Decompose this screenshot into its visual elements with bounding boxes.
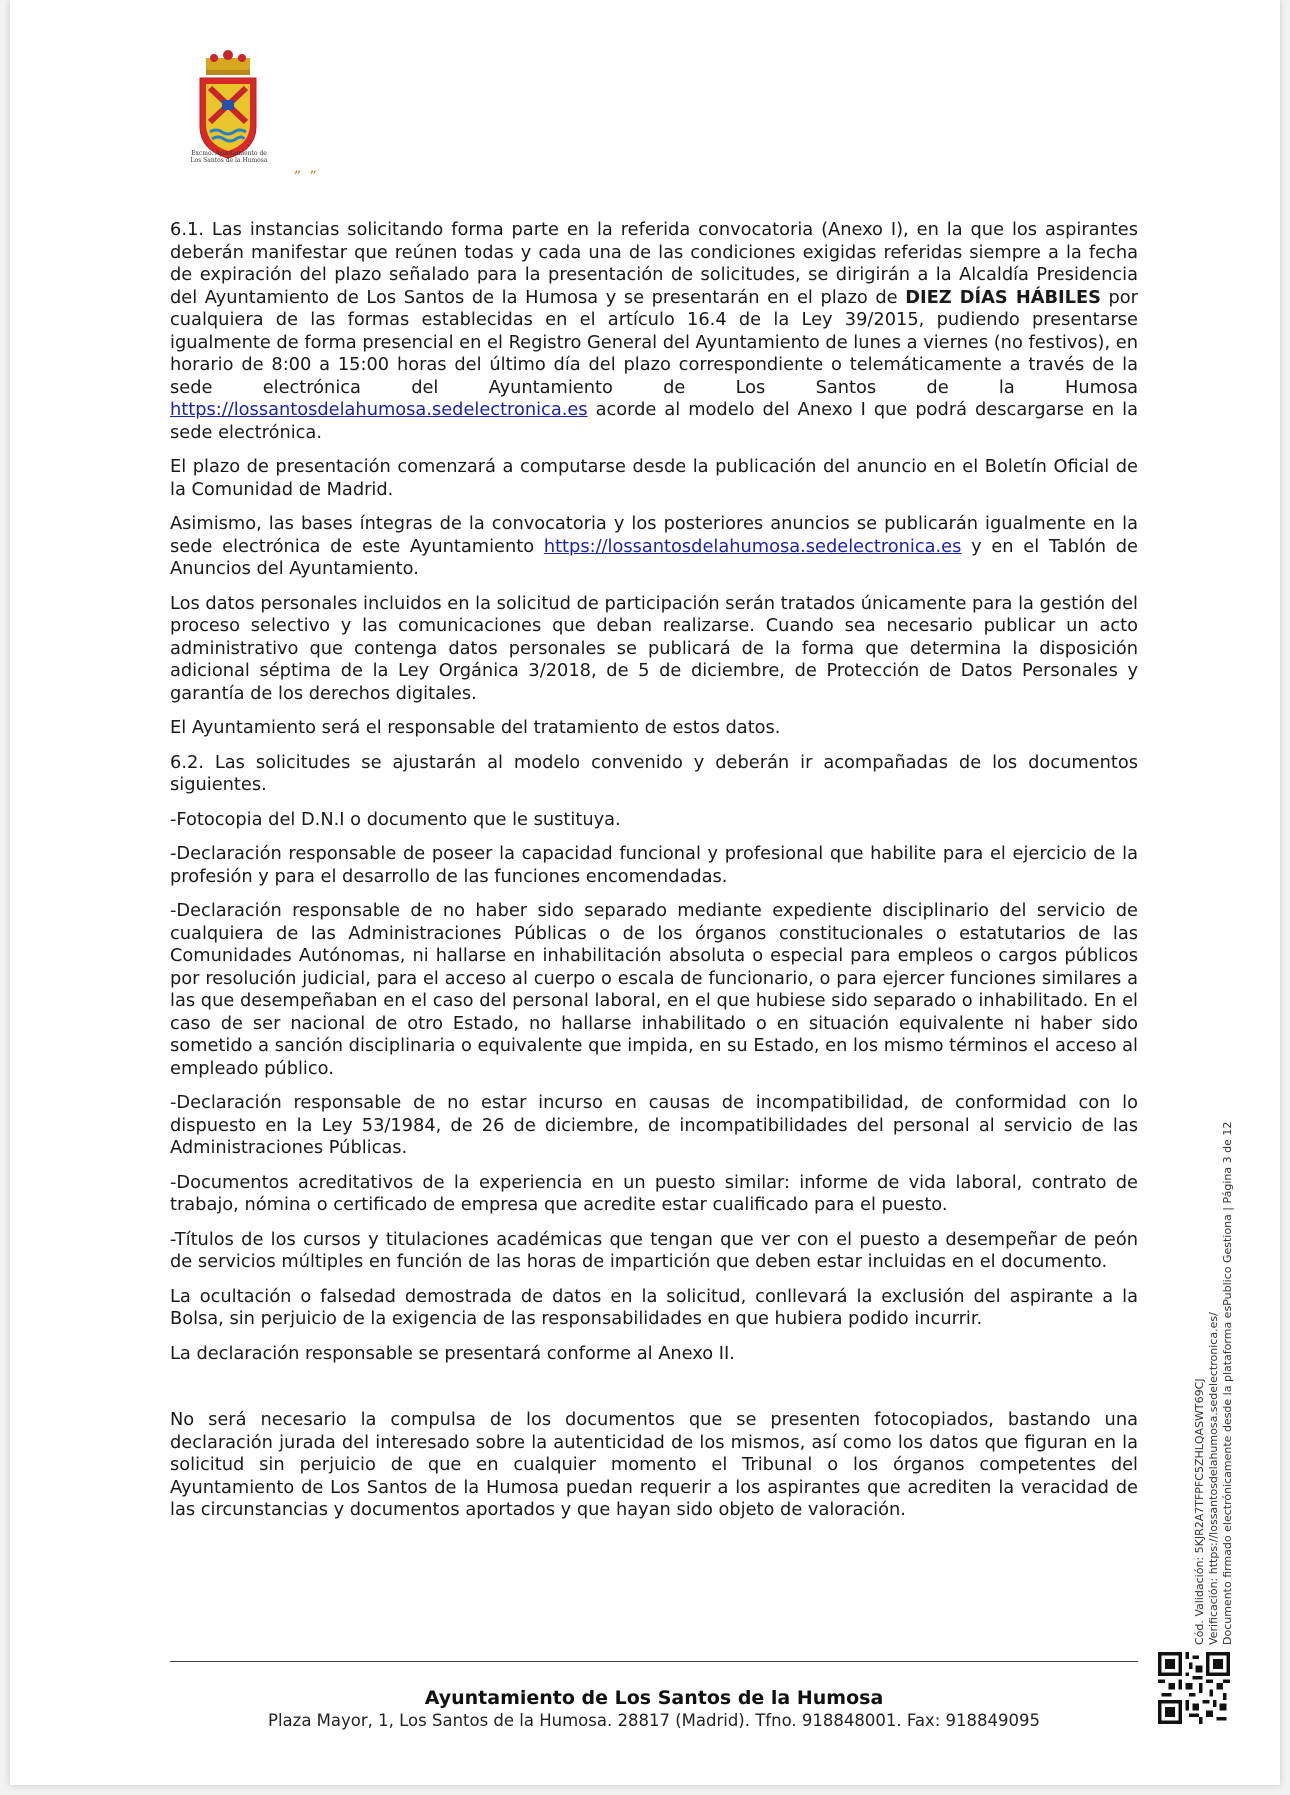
paragraph-6-2: 6.2. Las solicitudes se ajustarán al modelo convenido y deberán ir acompañadas de los documentos siguientes.: [170, 751, 1138, 795]
crest-caption-line2: Los Santos de la Humosa: [190, 157, 268, 164]
sede-electronica-link[interactable]: https://lossantosdelahumosa.sedelectronica.es: [170, 399, 588, 420]
paragraph-responsable: El Ayuntamiento será el responsable del tratamiento de estos datos.: [170, 717, 781, 738]
list-item-capacidad: -Declaración responsable de poseer la capacidad funcional y profesional que habilite para el ejercicio de la profesión y para el desarrollo de las funciones encomendadas.: [170, 843, 1138, 887]
list-item-experiencia: -Documentos acreditativos de la experiencia en un puesto similar: informe de vida laboral, contrato de trabajo, nómina o certificado de empresa que acredite estar cualificado para el puesto.: [170, 1171, 1138, 1215]
validation-side-note: [1193, 1095, 1235, 1645]
sede-electronica-link-2[interactable]: https://lossantosdelahumosa.sedelectronica.es: [543, 535, 962, 557]
paragraph-datos-personales: Los datos personales incluidos en la solicitud de participación serán tratados únicamente para la gestión del proceso selectivo y las comunicaciones que deban realizarse. Cuando sea necesario publicar un acto administrativo que contenga datos personales se publicará de la forma que determina la disposición adicional séptima de la Ley Orgánica 3/2018, de 5 de diciembre, de Protección de Datos Personales y garantía de los derechos digitales.: [170, 592, 1138, 704]
paragraph-falsedad: La ocultación o falsedad demostrada de datos en la solicitud, conllevará la exclusión del aspirante a la Bolsa, sin perjuicio de la exigencia de las responsabilidades en que hubiera podido incurrir.: [170, 1285, 1138, 1329]
paragraph-anexo-ii: La declaración responsable se presentará conforme al Anexo II.: [170, 1342, 735, 1364]
validation-code: Cód. Validación: 5KJR2A7TFPFC5ZHLQASWT69CJ: [1193, 1378, 1206, 1645]
paragraph-6-1-text-c: acorde al modelo del Anexo I que podrá descargarse en la sede electrónica.: [170, 399, 1138, 443]
list-item-titulos: -Títulos de los cursos y titulaciones académicas que tengan que ver con el puesto a desempeñar de peón de servicios múltiples en función de las horas de impartición que deben estar incluidas en el documento.: [170, 1228, 1138, 1272]
qr-code-icon: [1158, 1652, 1230, 1724]
crest-caption: [186, 150, 272, 164]
footer-address: Plaza Mayor, 1, Los Santos de la Humosa. 28817 (Madrid). Tfno. 918848001. Fax: 918849095: [268, 1711, 1040, 1730]
paragraph-bases-text-b: y en el Tablón de Anuncios del Ayuntamiento.: [170, 535, 1138, 579]
crest-caption-line1: Excmo. Ayuntamiento de: [191, 150, 267, 157]
verification-url: Verificación: https://lossantosdelahumosa.sedelectronica.es/: [1207, 1312, 1220, 1645]
paragraph-bases-text-a: Asimismo, las bases íntegras de la convocatoria y los posteriores anuncios se publicarán igualmente en la sede electrónica de este Ayuntamiento: [170, 513, 1138, 557]
document-page: [10, 0, 1280, 1785]
footer-title: Ayuntamiento de Los Santos de la Humosa: [424, 1687, 884, 1709]
list-item-no-separado: -Declaración responsable de no haber sido separado mediante expediente disciplinario del servicio de cualquiera de las Administraciones Públicas o de los órganos constitucionales o estatutarios de las Comunidades Autónomas, ni hallarse en inhabilitación absoluta o especial para empleos o cargos públicos por resolución judicial, para el acceso al cuerpo o escala de funcionario, o para ejercer funciones similares a las que desempeñaban en el caso del personal laboral, en el que hubiese sido separado o inhabilitado. En el caso de ser nacional de otro Estado, no hallarse inhabilitado o en situación equivalente ni haber sido sometido a sanción disciplinaria o equivalente que impida, en su Estado, en los mismo términos el acceso al empleado público.: [170, 900, 1138, 1079]
paragraph-6-1: [170, 219, 1138, 444]
paragraph-6-1-text-a: 6.1. Las instancias solicitando forma parte en la referida convocatoria (Anexo I), en la que los aspirantes deberán manifestar que reúnen todas y cada una de las condiciones exigidas referidas siempre a la fecha de expiración del plazo señalado para la presentación de solicitudes, se dirigirán a la Alcaldía Presidencia del Ayuntamiento de Los Santos de la Humosa y se presentarán en el plazo de: [170, 219, 1138, 308]
document-body: [170, 219, 1138, 1534]
deadline-emphasis: DIEZ DÍAS HÁBILES: [905, 286, 1101, 308]
paragraph-bases: [170, 513, 1138, 581]
footer-divider: [170, 1661, 1138, 1662]
header-ornament: „ „: [294, 160, 319, 176]
list-item-incompatibilidad: -Declaración responsable de no estar incurso en causas de incompatibilidad, de conformidad con lo dispuesto en la Ley 53/1984, de 26 de diciembre, de incompatibilidades del personal al servicio de las Administraciones Públicas.: [170, 1092, 1138, 1158]
paragraph-plazo: El plazo de presentación comenzará a computarse desde la publicación del anuncio en el Boletín Oficial de la Comunidad de Madrid.: [170, 456, 1138, 500]
paragraph-6-1-text-b: por cualquiera de las formas establecidas en el artículo 16.4 de la Ley 39/2015, pudiendo presentarse igualmente de forma presencial en el Registro General del Ayuntamiento de lunes a viernes (no festivos), en horario de 8:00 a 15:00 horas del último día del plazo correspondiente o telemáticamente a través de la sede electrónica del Ayuntamiento de Los Santos de la Humosa: [170, 286, 1138, 398]
signature-note: Documento firmado electrónicamente desde la plataforma esPublico Gestiona | Página 3 de 12: [1221, 1121, 1234, 1645]
list-item-dni: -Fotocopia del D.N.I o documento que le sustituya.: [170, 808, 621, 830]
paragraph-compulsa: No será necesario la compulsa de los documentos que se presenten fotocopiados, bastando una declaración jurada del interesado sobre la autenticidad de los mismos, así como los datos que figuran en la solicitud sin perjuicio de que en cualquier momento el Tribunal o los órganos competentes del Ayuntamiento de Los Santos de la Humosa puedan requerir a los aspirantes que acrediten la veracidad de las circunstancias y documentos aportados y que hayan sido objeto de valoración.: [170, 1409, 1138, 1520]
